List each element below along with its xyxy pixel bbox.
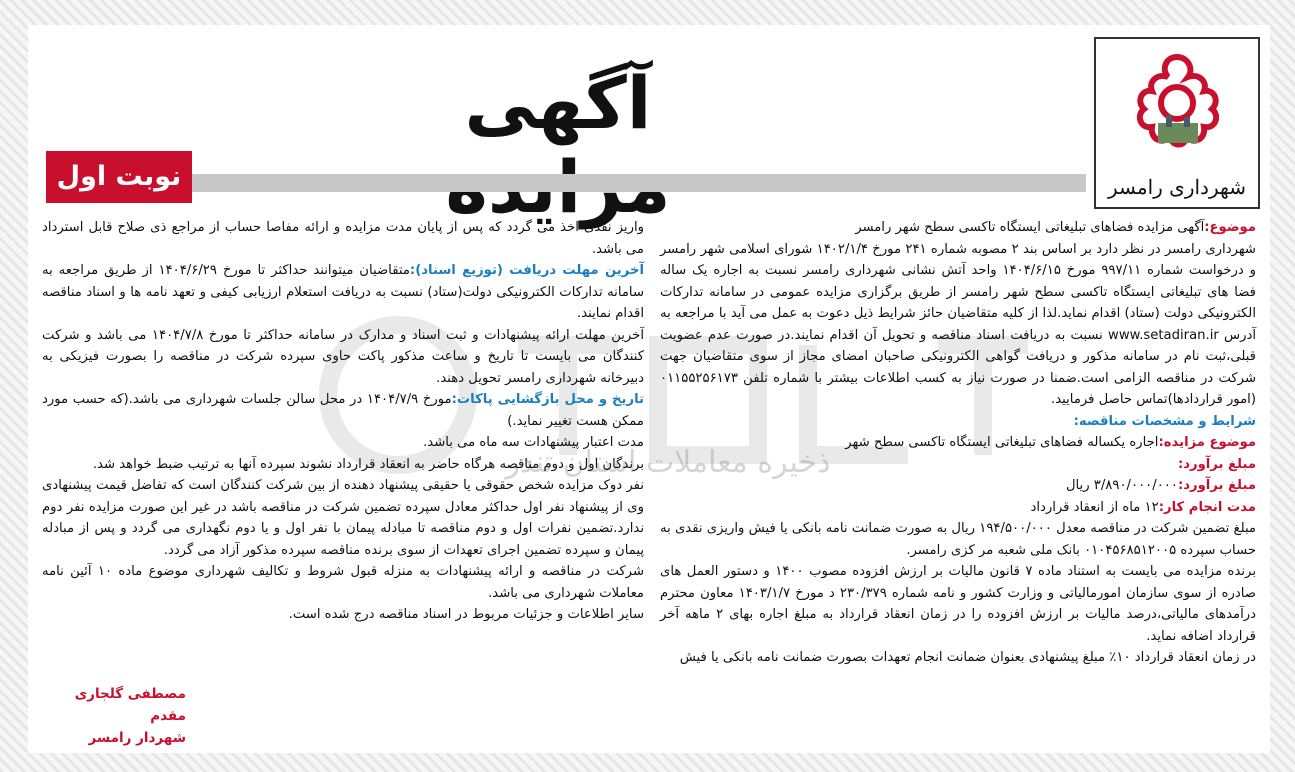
auction-subject-line [660, 432, 1256, 454]
turn-badge: نوبت اول [46, 151, 192, 203]
paragraph: سایر اطلاعات و جزئیات مربوط در اسناد مناقصه درج شده است. [288, 607, 644, 622]
subject-text: آگهی مزایده فضاهای تبلیغاتی ایستگاه تاکسی سطح شهر رامسر [855, 220, 1205, 235]
auction-subject-label: موضوع مزایده: [1158, 435, 1256, 450]
paragraph: مدت اعتبار پیشنهادات سه ماه می باشد. [423, 435, 644, 450]
paragraph: شهرداری رامسر در نظر دارد بر اساس بند ۲ مصوبه شماره ۲۴۱ مورخ ۱۴۰۲/۱/۴ شورای اسلامی شهر رامسر و درخواست شماره ۹۹۷/۱۱ مورخ ۱۴۰۴/۶/۱۵ واحد آتش نشانی شهرداری رامسر نسبت به اجاره یک ساله فضا های تبلیغاتی ایستگاه تاکسی سطح شهر رامسر از طریق برگزاری مزایده عمومی در سامانه تدارکات الکترونیکی دولت (ستاد) اقدام نماید.لذا از کلیه متقاضیان حائز شرایط ذیل دعوت به عمل می آید با مراجعه به آدرس www.setadiran.ir نسبت به دریافت اسناد مناقصه و تحویل آن اقدام نمایند.در صورت عدم عضویت قبلی،ثبت نام در سامانه مذکور و دریافت گواهی الکترونیکی صاحبان امضای مجاز از سوی متقاضیان جهت شرکت در مناقصه الزامی است.ضمنا در صورت نیاز به کسب اطلاعات بیشتر با شماره تلفن ۰۱۱۵۵۲۵۶۱۷۳ (امور قراردادها)تماس حاصل فرمایید. [660, 241, 1256, 407]
paragraph: واریز نقدی اخذ می گردد که پس از پایان مدت مزایده و ارائه مفاصا حساب از مراجع ذی صلاح قابل استرداد می باشد. [42, 220, 644, 257]
subject-label: موضوع: [1204, 220, 1256, 235]
logo-text: شهرداری رامسر [1108, 175, 1246, 199]
watermark-text: ذخیره معاملات استان تندر [505, 445, 831, 480]
estimate-heading [660, 454, 1256, 476]
opening-line [42, 389, 644, 432]
right-column [660, 217, 1256, 669]
paragraph: آخرین مهلت ارائه پیشنهادات و ثبت اسناد و مدارک در سامانه حداکثر تا مورخ ۱۴۰۴/۷/۸ می باشد و شرکت کنندگان می بایست تا تاریخ و ساعت مذکور پاکت حاوی سپرده شرکت در مناقصه را بصورت فیزیکی به دبیرخانه شهرداری رامسر تحویل دهند. [42, 327, 645, 386]
deadline-line [42, 260, 644, 325]
duration-line [660, 497, 1256, 519]
estimate-line [660, 475, 1256, 497]
page-title: آگهی [464, 61, 652, 145]
opening-text: مورخ ۱۴۰۴/۷/۹ در محل سالن جلسات شهرداری می باشد.(که حسب مورد ممکن هست تغییر نماید.) [42, 392, 644, 429]
paragraph: برنده مزایده می بایست به استناد ماده ۷ قانون مالیات بر ارزش افزوده مصوب ۱۴۰۰ و دستور العمل های صادره از سوی سازمان امورمالیاتی و وزارت کشور و نامه شماره ۲۳۰/۳۷۹ د مورخ ۱۴۰۳/۱/۷ معاون محترم درآمدهای مالیاتی،درصد مالیات بر ارزش افزوده را در زمان انعقاد قرارداد به مبلغ اجاره بهای ۲ ماهه آخر قرارداد اضافه نماید. [660, 564, 1257, 644]
estimate-label: مبلغ برآورد: [1177, 456, 1256, 472]
duration-label: مدت انجام کار: [1158, 499, 1256, 515]
estimate-label: مبلغ برآورد: [1177, 478, 1256, 493]
subject-line [660, 217, 1256, 239]
signer-name: مصطفی گلجاری مقدم [74, 686, 186, 724]
signer-title: شهردار رامسر [88, 730, 186, 746]
municipality-logo [1094, 37, 1260, 209]
conditions-label: شرایط و مشخصات مناقصه: [1073, 413, 1256, 429]
duration-text: ۱۲ ماه از انعقاد قرارداد [1030, 499, 1159, 515]
signature-block [46, 683, 186, 749]
notice-panel [28, 25, 1270, 753]
divider-bar [46, 174, 1086, 192]
paragraph: در زمان انعقاد قرارداد ۱۰٪ مبلغ پیشنهادی بعنوان ضمانت انجام تعهدات بصورت ضمانت نامه بانکی یا فیش [679, 650, 1256, 665]
paragraph: مبلغ تضمین شرکت در مناقصه معدل ۱۹۴/۵۰۰/۰۰۰ ریال به صورت ضمانت نامه بانکی یا فیش واریزی نقدی به حساب سپرده ۰۱۰۴۵۶۸۵۱۲۰۰۵ بانک ملی شعبه مر کزی رامسر. [660, 521, 1256, 558]
estimate-value: ۳/۸۹۰/۰۰۰/۰۰۰ ریال [1065, 478, 1178, 493]
paragraph: نفر دوک مزایده شخص حقوقی یا حقیقی پیشنهاد دهنده از بین شرکت کنندگان است که تفاضل قیمت پیشنهادی وی از پیشنهاد نفر اول حداکثر معادل سپرده تضمین شرکت در مناقصه باشد در غیر این صورت مزایده نفر دوم ندارد.تضمین نفرات اول و دوم مناقصه تا مبادله پیمان با نفر اول و یا دوم نگهداری می گردد و پس از مبادله پیمان و سپرده تضمین اجرای تعهدات از سوی برنده مناقصه سپرده مذکور آزاد می گردد. [42, 478, 644, 558]
left-column [42, 217, 644, 626]
auction-subject-text: اجاره یکساله فضاهای تبلیغاتی ایستگاه تاکسی سطح شهر [845, 435, 1159, 450]
deadline-text: متقاضیان میتوانند حداکثر تا مورخ ۱۴۰۴/۶/۲۹ از طریق مراجعه به سامانه تدارکات الکترونیکی دولت(ستاد) نسبت به دریافت استعلام ارزیابی کیفی و تعهد نامه ها و اسناد مناقصه اقدام نمایند. [42, 263, 644, 321]
logo-emblem-icon [1106, 47, 1248, 159]
deadline-label: آخرین مهلت دریافت (توزیع اسناد): [409, 263, 644, 278]
conditions-heading [660, 411, 1256, 433]
paragraph: شرکت در مناقصه و ارائه پیشنهادات به منزله قبول شروط و تکالیف شهرداری موضوع ماده ۱۰ آئین نامه معاملات شهرداری می باشد. [42, 564, 644, 601]
paragraph: برندگان اول و دوم مناقصه هرگاه حاضر به انعقاد قرارداد نشوند سپرده آنها به ترتیب ضبط خواهد شد. [92, 456, 644, 472]
opening-label: تاریخ و محل بازگشایی پاکات: [451, 392, 644, 407]
